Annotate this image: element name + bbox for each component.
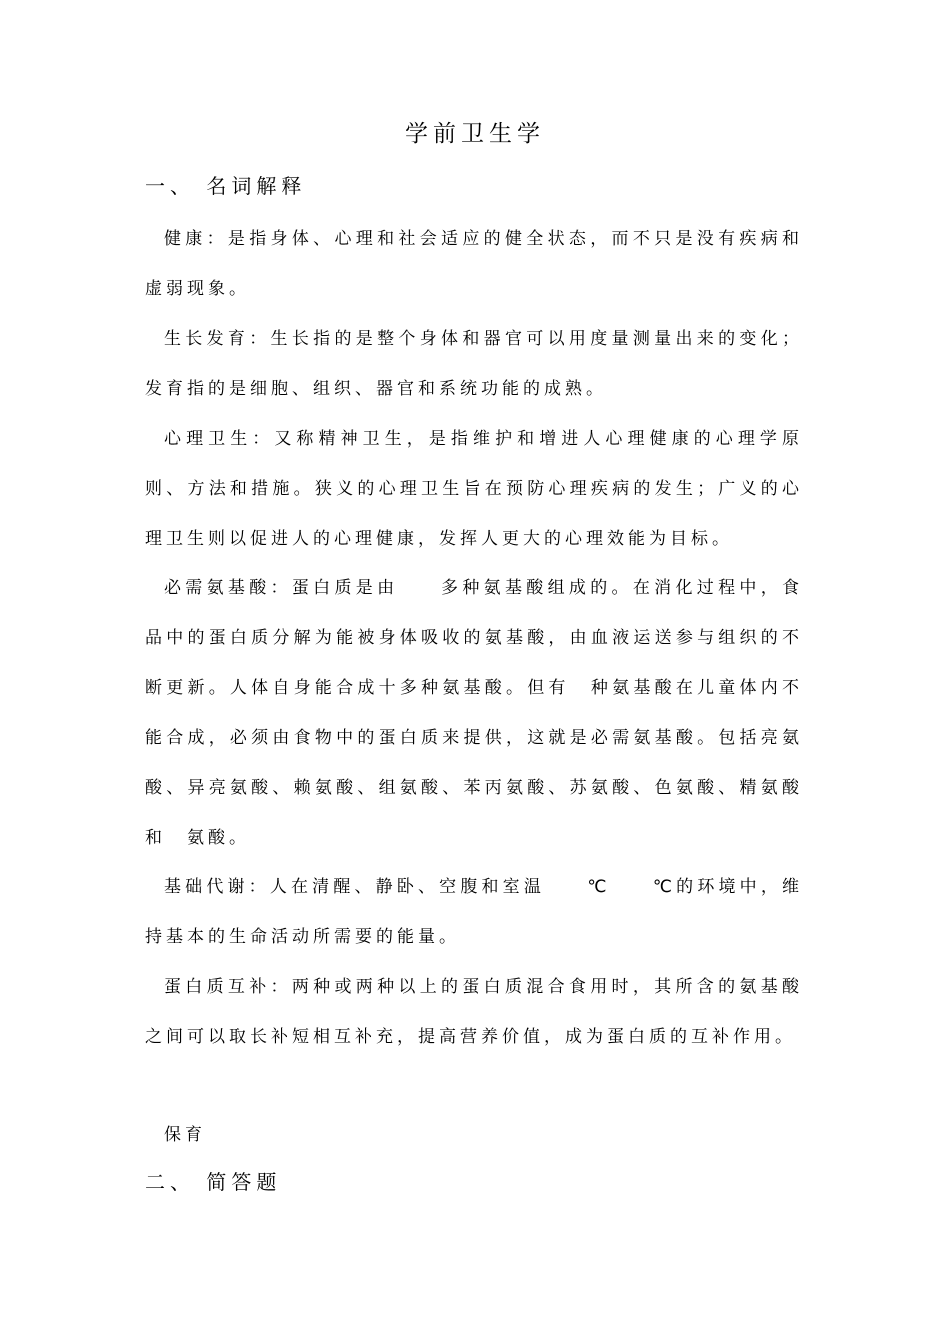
definition-growth: 生长发育：生长指的是整个身体和器官可以用度量测量出来的变化；发育指的是细胞、组织、器官和系统功能的成熟。 — [145, 329, 803, 399]
definition-basal-metabolism: 基础代谢：人在清醒、静卧、空腹和室温 ℃ ℃的环境中，维持基本的生命活动所需要的能量。 — [145, 877, 803, 947]
definition-essential-amino-acids: 必需氨基酸：蛋白质是由 多种氨基酸组成的。在消化过程中，食品中的蛋白质分解为能被身体吸收的氨基酸，由血液运送参与组织的不断更新。人体自身能合成十多种氨基酸。但有 种氨基酸在儿童体内不能合成，必须由食物中的蛋白质来提供，这就是必需氨基酸。包括亮氨酸、异亮氨酸、赖氨酸、组氨酸、苯丙氨酸、苏氨酸、色氨酸、精氨酸和 氨酸。 — [145, 578, 803, 848]
section-heading-terms: 一、 名词解释 — [145, 174, 307, 198]
definition-health: 健康：是指身体、心理和社会适应的健全状态，而不只是没有疾病和虚弱现象。 — [145, 229, 803, 299]
definition-mental-hygiene: 心理卫生：又称精神卫生，是指维护和增进人心理健康的心理学原则、方法和措施。狭义的心理卫生旨在预防心理疾病的发生；广义的心理卫生则以促进人的心理健康，发挥人更大的心理效能为目标。 — [145, 429, 803, 549]
definition-protein-complement: 蛋白质互补：两种或两种以上的蛋白质混合食用时，其所含的氨基酸之间可以取长补短相互补充，提高营养价值，成为蛋白质的互补作用。 — [145, 977, 803, 1047]
document-title: 学前卫生学 — [405, 121, 545, 147]
section-heading-short-answer: 二、 简答题 — [145, 1170, 282, 1194]
definition-care: 保育 — [164, 1125, 206, 1145]
